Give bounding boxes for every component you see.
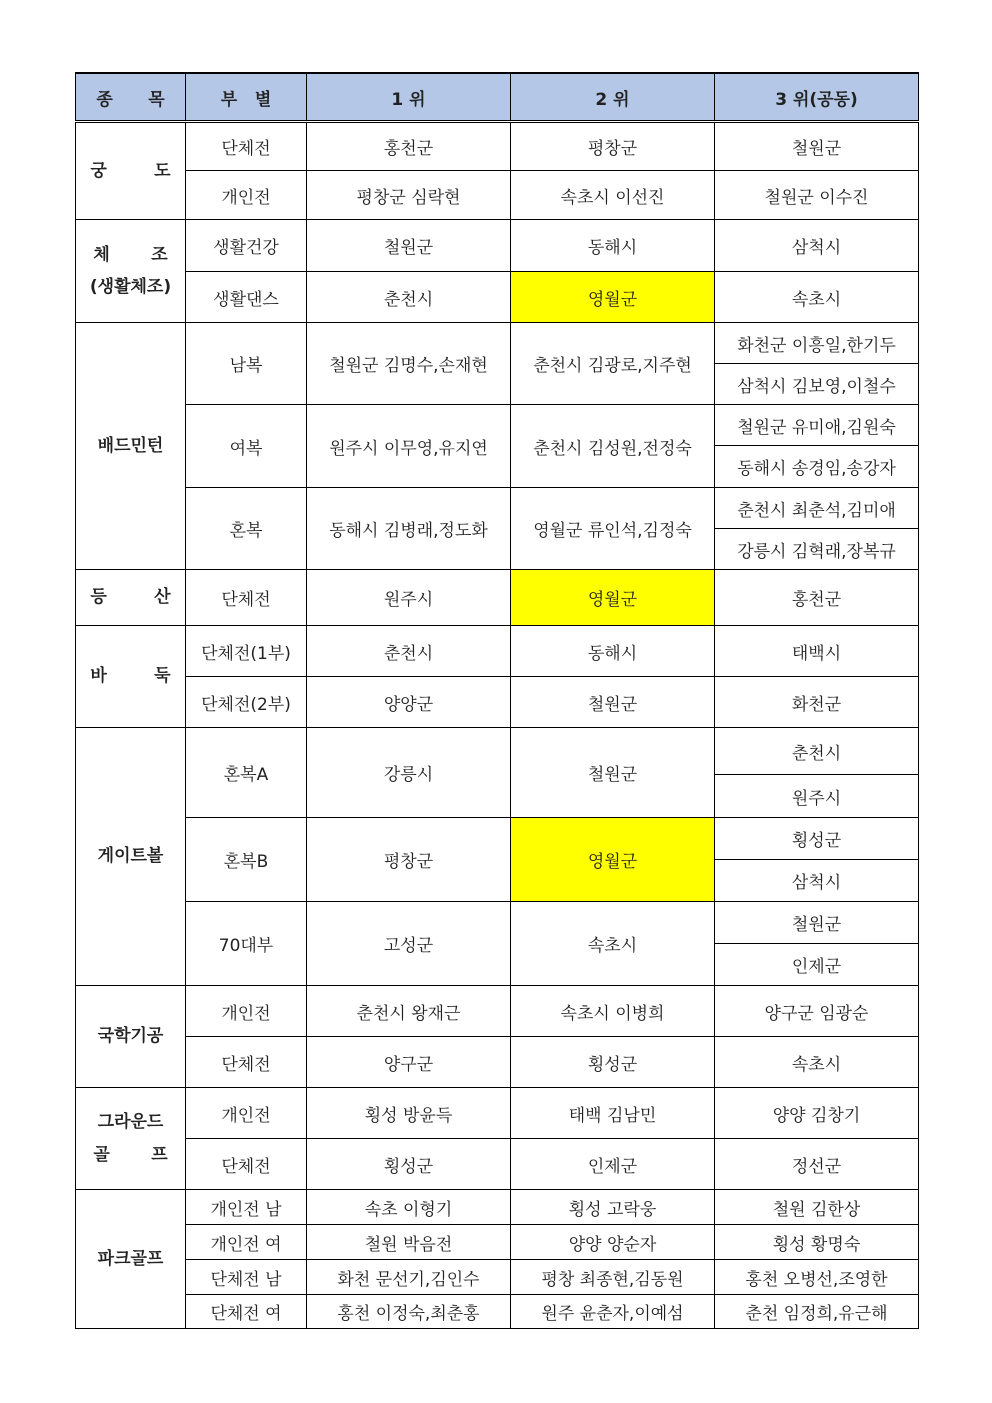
division-cell: 단체전 — [186, 122, 307, 171]
second-place-cell: 평창 최종현,김동원 — [511, 1260, 715, 1295]
division-cell: 개인전 — [186, 986, 307, 1037]
table-row — [76, 1088, 919, 1139]
division-cell: 남복 — [186, 323, 307, 405]
division-cell: 개인전 — [186, 171, 307, 220]
division-cell: 개인전 — [186, 1088, 307, 1139]
first-place-cell: 춘천시 왕재근 — [307, 986, 511, 1037]
table-row — [76, 171, 919, 220]
event-cell: 배드민턴 — [76, 323, 186, 570]
third-place-cell: 속초시 — [715, 272, 919, 323]
header-third: 3 위(공동) — [715, 73, 919, 122]
first-place-cell: 춘천시 — [307, 272, 511, 323]
table-row — [76, 1260, 919, 1295]
first-place-cell: 횡성 방윤득 — [307, 1088, 511, 1139]
third-place-cell: 춘천시 — [715, 728, 919, 775]
header-second: 2 위 — [511, 73, 715, 122]
division-cell: 단체전 남 — [186, 1260, 307, 1295]
first-place-cell: 원주시 — [307, 570, 511, 626]
table-row — [76, 626, 919, 677]
third-place-cell: 철원 김한상 — [715, 1190, 919, 1225]
third-place-cell: 인제군 — [715, 944, 919, 986]
third-place-cell: 철원군 이수진 — [715, 171, 919, 220]
third-place-cell: 태백시 — [715, 626, 919, 677]
table-row — [76, 986, 919, 1037]
division-cell: 혼복B — [186, 818, 307, 902]
division-cell: 단체전 — [186, 570, 307, 626]
second-place-cell: 횡성 고락웅 — [511, 1190, 715, 1225]
division-cell: 개인전 남 — [186, 1190, 307, 1225]
header-first: 1 위 — [307, 73, 511, 122]
third-place-cell: 동해시 송경임,송강자 — [715, 446, 919, 488]
third-place-cell: 철원군 — [715, 122, 919, 171]
results-body — [76, 122, 919, 1329]
table-row — [76, 272, 919, 323]
first-place-cell: 철원군 — [307, 220, 511, 272]
table-row — [76, 1139, 919, 1190]
first-place-cell: 고성군 — [307, 902, 511, 986]
event-cell: 그라운드 골 프 — [76, 1088, 186, 1190]
event-cell: 체 조 (생활체조) — [76, 220, 186, 323]
third-place-cell: 속초시 — [715, 1037, 919, 1088]
second-place-cell: 춘천시 김성원,전정숙 — [511, 405, 715, 488]
table-row — [76, 902, 919, 944]
division-cell: 혼복A — [186, 728, 307, 818]
second-place-cell: 영월군 류인석,김정숙 — [511, 488, 715, 570]
third-place-cell: 양양 김창기 — [715, 1088, 919, 1139]
third-place-cell: 홍천군 — [715, 570, 919, 626]
table-row — [76, 122, 919, 171]
header-division: 부 별 — [186, 73, 307, 122]
first-place-cell: 평창군 — [307, 818, 511, 902]
header-row — [76, 73, 919, 122]
table-row — [76, 818, 919, 860]
third-place-cell: 홍천 오병선,조영한 — [715, 1260, 919, 1295]
third-place-cell: 횡성 황명숙 — [715, 1225, 919, 1260]
second-place-cell: 철원군 — [511, 728, 715, 818]
third-place-cell: 삼척시 김보영,이철수 — [715, 364, 919, 405]
first-place-cell: 홍천 이정숙,최춘홍 — [307, 1295, 511, 1329]
first-place-cell: 화천 문선기,김인수 — [307, 1260, 511, 1295]
second-place-cell: 철원군 — [511, 677, 715, 728]
division-cell: 단체전 — [186, 1139, 307, 1190]
third-place-cell: 강릉시 김혁래,장복규 — [715, 529, 919, 570]
second-place-cell: 영월군 — [511, 272, 715, 323]
second-place-cell: 양양 양순자 — [511, 1225, 715, 1260]
third-place-cell: 횡성군 — [715, 818, 919, 860]
event-cell: 등 산 — [76, 570, 186, 626]
table-row — [76, 1225, 919, 1260]
third-place-cell: 화천군 이흥일,한기두 — [715, 323, 919, 364]
second-place-cell: 속초시 이선진 — [511, 171, 715, 220]
second-place-cell: 횡성군 — [511, 1037, 715, 1088]
second-place-cell: 동해시 — [511, 220, 715, 272]
table-row — [76, 1190, 919, 1225]
event-cell: 게이트볼 — [76, 728, 186, 986]
table-row — [76, 1295, 919, 1329]
division-cell: 여복 — [186, 405, 307, 488]
third-place-cell: 삼척시 — [715, 860, 919, 902]
first-place-cell: 철원군 김명수,손재현 — [307, 323, 511, 405]
third-place-cell: 철원군 유미애,김원숙 — [715, 405, 919, 446]
second-place-cell: 속초시 이병희 — [511, 986, 715, 1037]
event-cell: 파크골프 — [76, 1190, 186, 1329]
first-place-cell: 양구군 — [307, 1037, 511, 1088]
table-row — [76, 570, 919, 626]
second-place-cell: 속초시 — [511, 902, 715, 986]
third-place-cell: 양구군 임광순 — [715, 986, 919, 1037]
second-place-cell: 인제군 — [511, 1139, 715, 1190]
division-cell: 단체전 — [186, 1037, 307, 1088]
first-place-cell: 평창군 심락현 — [307, 171, 511, 220]
division-cell: 단체전 여 — [186, 1295, 307, 1329]
division-cell: 단체전(1부) — [186, 626, 307, 677]
second-place-cell: 태백 김남민 — [511, 1088, 715, 1139]
third-place-cell: 화천군 — [715, 677, 919, 728]
first-place-cell: 홍천군 — [307, 122, 511, 171]
table-row — [76, 677, 919, 728]
division-cell: 단체전(2부) — [186, 677, 307, 728]
first-place-cell: 원주시 이무영,유지연 — [307, 405, 511, 488]
event-cell: 국학기공 — [76, 986, 186, 1088]
first-place-cell: 철원 박음전 — [307, 1225, 511, 1260]
first-place-cell: 횡성군 — [307, 1139, 511, 1190]
table-row — [76, 220, 919, 272]
first-place-cell: 동해시 김병래,정도화 — [307, 488, 511, 570]
third-place-cell: 삼척시 — [715, 220, 919, 272]
event-cell: 궁 도 — [76, 122, 186, 220]
second-place-cell: 평창군 — [511, 122, 715, 171]
second-place-cell: 영월군 — [511, 818, 715, 902]
third-place-cell: 춘천 임정희,유근해 — [715, 1295, 919, 1329]
first-place-cell: 양양군 — [307, 677, 511, 728]
division-cell: 혼복 — [186, 488, 307, 570]
division-cell: 개인전 여 — [186, 1225, 307, 1260]
results-table — [75, 72, 919, 1329]
table-row — [76, 405, 919, 446]
second-place-cell: 영월군 — [511, 570, 715, 626]
third-place-cell: 원주시 — [715, 775, 919, 818]
third-place-cell: 철원군 — [715, 902, 919, 944]
second-place-cell: 동해시 — [511, 626, 715, 677]
division-cell: 생활댄스 — [186, 272, 307, 323]
third-place-cell: 춘천시 최춘석,김미애 — [715, 488, 919, 529]
first-place-cell: 속초 이형기 — [307, 1190, 511, 1225]
first-place-cell: 춘천시 — [307, 626, 511, 677]
table-row — [76, 728, 919, 775]
table-row — [76, 323, 919, 364]
second-place-cell: 춘천시 김광로,지주현 — [511, 323, 715, 405]
table-row — [76, 1037, 919, 1088]
second-place-cell: 원주 윤춘자,이예섬 — [511, 1295, 715, 1329]
third-place-cell: 정선군 — [715, 1139, 919, 1190]
first-place-cell: 강릉시 — [307, 728, 511, 818]
header-event: 종 목 — [76, 73, 186, 122]
division-cell: 생활건강 — [186, 220, 307, 272]
table-row — [76, 488, 919, 529]
division-cell: 70대부 — [186, 902, 307, 986]
event-cell: 바 둑 — [76, 626, 186, 728]
